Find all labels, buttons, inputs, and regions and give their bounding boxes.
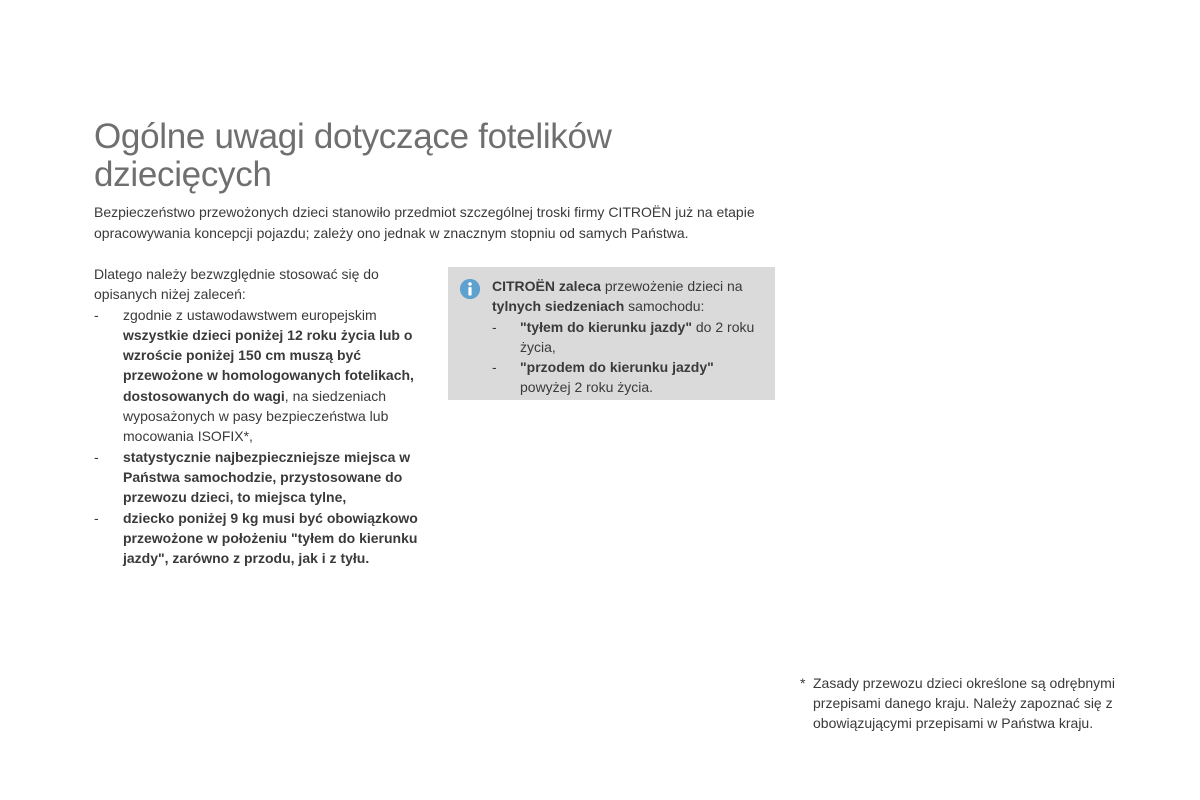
recommendations-column xyxy=(94,264,424,568)
info-icon xyxy=(460,279,480,299)
list-item-bold: wszystkie dzieci poniżej 12 roku życia lub o wzroście poniżej 150 cm muszą być przewożone w homologowanych fotelikach, dostosowanych do wagi xyxy=(123,326,414,404)
list-dash: - xyxy=(492,318,497,335)
infobox-text-part: samochodu: xyxy=(624,298,705,315)
page-title: Ogólne uwagi dotyczące fotelików dziecięcych xyxy=(94,117,612,194)
infobox-list xyxy=(492,317,763,398)
list-item xyxy=(94,447,424,508)
list-item-bold: dziecko poniżej 9 kg musi być obowiązkowo przewożone w położeniu "tyłem do kierunku jazdy", zarówno z przodu, jak i z tyłu. xyxy=(123,509,418,567)
list-dash: - xyxy=(94,306,99,323)
list-item-bold: "przodem do kierunku jazdy" xyxy=(520,359,714,376)
list-item xyxy=(94,305,424,447)
list-item-bold: statystycznie najbezpieczniejsze miejsca w Państwa samochodzie, przystosowane do przewozu dzieci, to miejsca tylne, xyxy=(123,448,411,506)
list-item-text: do 2 roku życia, xyxy=(520,318,755,355)
list-item-text: powyżej 2 roku życia. xyxy=(520,379,654,396)
infobox-bold: tylnych siedzeniach xyxy=(492,298,625,315)
recommendation-infobox xyxy=(448,267,775,400)
list-item-text: zgodnie z ustawodawstwem europejskim xyxy=(123,306,377,323)
list-dash: - xyxy=(94,448,99,465)
recommendations-lead: Dlatego należy bezwzględnie stosować się do opisanych niżej zaleceń: xyxy=(94,266,379,303)
footnote-text: Zasady przewozu dzieci określone są odrębnymi przepisami danego kraju. Należy zapoznać się z obowiązującymi przepisami w Państwa kraju. xyxy=(813,675,1115,731)
recommendations-list xyxy=(94,305,424,569)
list-item-text: , na siedzeniach wyposażonych w pasy bezpieczeństwa lub mocowania ISOFIX*, xyxy=(123,387,389,445)
list-dash: - xyxy=(94,509,99,526)
list-item xyxy=(492,317,763,358)
intro-paragraph: Bezpieczeństwo przewożonych dzieci stanowiło przedmiot szczególnej troski firmy CITROËN już na etapie opracowywania koncepcji pojazdu; zależy ono jednak w znacznym stopniu od samych Państwa. xyxy=(94,204,755,241)
list-item xyxy=(492,357,763,398)
footnote xyxy=(800,673,1130,733)
list-item xyxy=(94,508,424,569)
infobox-brand: CITROËN zaleca xyxy=(492,278,601,294)
footnote-marker: * xyxy=(800,675,806,691)
infobox-text-part: przewożenie dzieci na xyxy=(600,278,743,294)
infobox-text xyxy=(492,276,763,317)
list-item-bold: "tyłem do kierunku jazdy" xyxy=(520,318,692,335)
list-dash: - xyxy=(492,359,497,376)
